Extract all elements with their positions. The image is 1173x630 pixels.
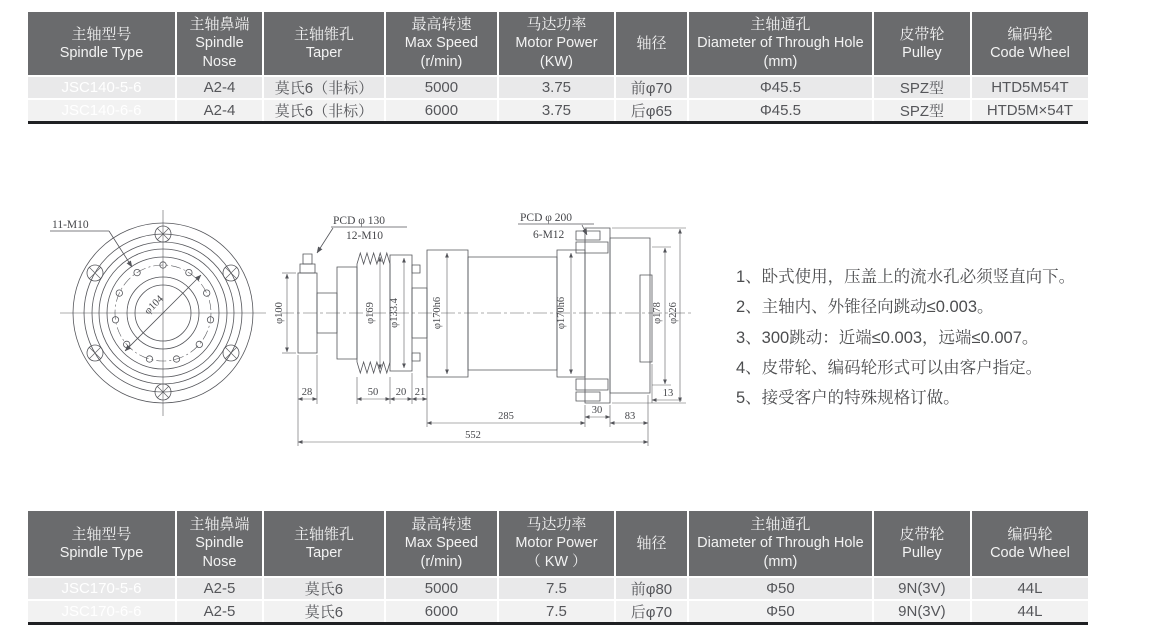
cell-taper: 莫氏6（非标）	[263, 99, 385, 123]
note-item-3: 3、300跳动：近端≤0.003，远端≤0.007。	[736, 328, 1039, 347]
label-pcd-left-bolts: 12-M10	[346, 230, 384, 242]
col-header-pulley: 皮带轮 Pulley	[873, 12, 971, 76]
cell-pulley: 9N(3V)	[873, 600, 971, 624]
cell-code-wheel: 44L	[971, 577, 1088, 600]
dim-body-front: φ170h6	[432, 296, 443, 330]
cell-spindle-nose: A2-5	[176, 600, 263, 624]
label-front-bolts: 11-M10	[52, 219, 89, 231]
cell-pulley: SPZ型	[873, 76, 971, 99]
dim-50: 50	[367, 387, 379, 398]
cell-shaft-diameter: 后φ65	[615, 99, 688, 123]
cell-max-speed: 5000	[385, 76, 498, 99]
cell-through-hole: Φ50	[688, 577, 873, 600]
front-view	[50, 210, 266, 416]
col-header-spindle-nose: 主轴鼻端 Spindle Nose	[176, 511, 263, 577]
label-pcd-right-bolts: 6-M12	[533, 229, 565, 241]
cell-pulley: SPZ型	[873, 99, 971, 123]
col-header-taper: 主轴锥孔 Taper	[263, 511, 385, 577]
cell-taper: 莫氏6	[263, 577, 385, 600]
dim-bore: φ104	[142, 293, 166, 317]
cell-spindle-type: JSC140-6-6	[28, 99, 176, 123]
dim-13: 13	[662, 388, 674, 399]
col-header-code-wheel: 编码轮 Code Wheel	[971, 511, 1088, 577]
dim-shaft: φ100	[274, 302, 285, 324]
cell-code-wheel: HTD5M×54T	[971, 99, 1088, 123]
col-header-through-hole: 主轴通孔 Diameter of Through Hole (mm)	[688, 12, 873, 76]
cell-taper: 莫氏6（非标）	[263, 76, 385, 99]
cell-motor-power: 3.75	[498, 99, 615, 123]
cell-shaft-diameter: 前φ80	[615, 577, 688, 600]
cell-through-hole: Φ45.5	[688, 76, 873, 99]
col-header-max-speed: 最高转速 Max Speed (r/min)	[385, 511, 498, 577]
cell-through-hole: Φ45.5	[688, 99, 873, 123]
spec-row-JSC140-5-6	[28, 76, 1088, 99]
dim-encoder: φ133.4	[389, 298, 400, 328]
spec-row-JSC170-6-6	[28, 600, 1088, 624]
cell-motor-power: 7.5	[498, 577, 615, 600]
cell-shaft-diameter: 后φ70	[615, 600, 688, 624]
spec-row-JSC140-6-6	[28, 99, 1088, 123]
spec-table-jsc140	[28, 12, 1088, 124]
cell-spindle-nose: A2-5	[176, 577, 263, 600]
col-header-through-hole: 主轴通孔 Diameter of Through Hole (mm)	[688, 511, 873, 577]
cell-code-wheel: HTD5M54T	[971, 76, 1088, 99]
dim-285: 285	[498, 411, 514, 422]
col-header-motor-power: 马达功率 Motor Power (KW)	[498, 12, 615, 76]
cell-taper: 莫氏6	[263, 600, 385, 624]
cell-spindle-nose: A2-4	[176, 76, 263, 99]
side-view	[274, 212, 694, 446]
col-header-code-wheel: 编码轮 Code Wheel	[971, 12, 1088, 76]
dim-30: 30	[591, 405, 603, 416]
technical-drawing	[30, 195, 710, 460]
cell-max-speed: 6000	[385, 99, 498, 123]
notes-list	[736, 262, 1166, 413]
cell-max-speed: 5000	[385, 577, 498, 600]
col-header-max-speed: 最高转速 Max Speed (r/min)	[385, 12, 498, 76]
col-header-spindle-type: 主轴型号 Spindle Type	[28, 12, 176, 76]
dim-end-outer: φ226	[668, 302, 679, 324]
note-item-2: 2、主轴内、外锥径向跳动≤0.003。	[736, 298, 994, 317]
col-header-shaft-diameter: 轴径	[615, 12, 688, 76]
header-row	[28, 12, 1088, 76]
col-header-shaft-diameter: 轴径	[615, 511, 688, 577]
cell-motor-power: 3.75	[498, 76, 615, 99]
dim-pulley: φ169	[365, 302, 376, 324]
note-item-4: 4、皮带轮、编码轮形式可以由客户指定。	[736, 358, 1043, 377]
cell-spindle-type: JSC140-5-6	[28, 76, 176, 99]
col-header-pulley: 皮带轮 Pulley	[873, 511, 971, 577]
dim-end-inner: φ178	[652, 302, 663, 324]
spec-table-jsc170	[28, 511, 1088, 625]
dim-21: 21	[414, 387, 426, 398]
cell-through-hole: Φ50	[688, 600, 873, 624]
cell-pulley: 9N(3V)	[873, 577, 971, 600]
dim-28: 28	[301, 387, 313, 398]
cell-spindle-nose: A2-4	[176, 99, 263, 123]
col-header-taper: 主轴锥孔 Taper	[263, 12, 385, 76]
cell-spindle-type: JSC170-5-6	[28, 577, 176, 600]
cell-spindle-type: JSC170-6-6	[28, 600, 176, 624]
col-header-spindle-type: 主轴型号 Spindle Type	[28, 511, 176, 577]
header-row	[28, 511, 1088, 577]
dim-body-rear: φ170h6	[556, 296, 567, 330]
note-item-1: 1、卧式使用，压盖上的流水孔必须竖直向下。	[736, 268, 1076, 286]
cell-max-speed: 6000	[385, 600, 498, 624]
cell-motor-power: 7.5	[498, 600, 615, 624]
spec-row-JSC170-5-6	[28, 577, 1088, 600]
cell-code-wheel: 44L	[971, 600, 1088, 624]
cell-shaft-diameter: 前φ70	[615, 76, 688, 99]
dim-83: 83	[624, 411, 636, 422]
col-header-spindle-nose: 主轴鼻端 Spindle Nose	[176, 12, 263, 76]
note-item-5: 5、接受客户的特殊规格订做。	[736, 389, 960, 408]
label-pcd-right: PCD φ 200	[520, 212, 573, 224]
label-pcd-left: PCD φ 130	[333, 215, 386, 227]
dim-20: 20	[395, 387, 407, 398]
dim-552: 552	[465, 430, 481, 441]
col-header-motor-power: 马达功率 Motor Power （ KW ）	[498, 511, 615, 577]
